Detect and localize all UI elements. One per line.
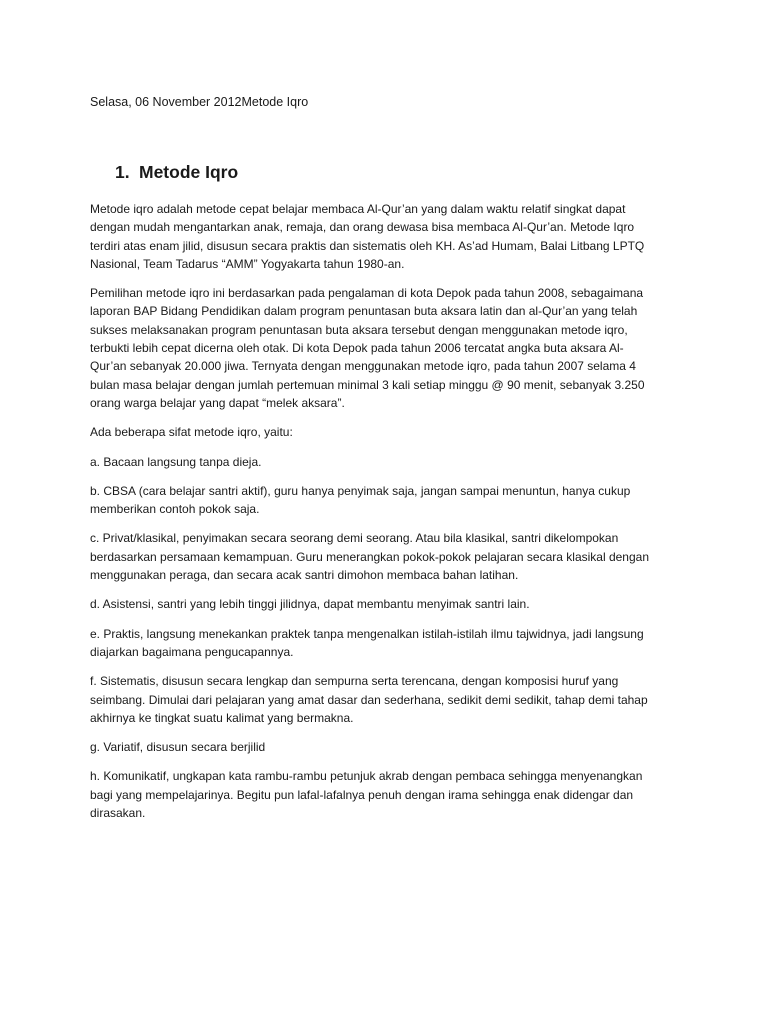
- paragraph-line: d. Asistensi, santri yang lebih tinggi jilidnya, dapat membantu menyimak santri lain.: [90, 597, 530, 612]
- paragraph: [90, 738, 690, 756]
- paragraph-line: terbukti lebih cepat dicerna oleh otak. Di kota Depok pada tahun 2006 tercatat angka buta aksara Al-: [90, 341, 624, 356]
- body-text: [90, 200, 690, 833]
- paragraph: [90, 767, 690, 822]
- paragraph: [90, 453, 690, 471]
- paragraph-line: Ada beberapa sifat metode iqro, yaitu:: [90, 425, 293, 440]
- paragraph-line: menggunakan peraga, dan secara acak santri dimohon membaca bahan latihan.: [90, 568, 519, 583]
- paragraph: [90, 672, 690, 727]
- paragraph-line: sukses melaksanakan program penuntasan buta aksara tersebut dengan menggunakan metode iqro,: [90, 322, 628, 337]
- paragraph-line: c. Privat/klasikal, penyimakan secara seorang demi seorang. Atau bila klasikal, santri dikelompokan: [90, 531, 619, 546]
- section-title: Metode Iqro: [139, 162, 239, 182]
- paragraph-line: akhirnya ke tingkat suatu kalimat yang bermakna.: [90, 710, 354, 725]
- paragraph-line: b. CBSA (cara belajar santri aktif), guru hanya penyimak saja, jangan sampai menuntun, hanya cukup: [90, 483, 631, 498]
- paragraph: [90, 595, 690, 613]
- paragraph: [90, 200, 690, 273]
- paragraph: [90, 284, 690, 412]
- paragraph-line: Qur’an sebanyak 20.000 jiwa. Ternyata dengan menggunakan metode iqro, pada tahun 2007 selama 4: [90, 359, 636, 374]
- paragraph: [90, 529, 690, 584]
- paragraph-line: Metode iqro adalah metode cepat belajar membaca Al-Qur’an yang dalam waktu relatif singkat dapat: [90, 202, 626, 216]
- paragraph-line: dirasakan.: [90, 806, 146, 821]
- section-heading: [115, 160, 238, 184]
- paragraph: [90, 625, 690, 662]
- paragraph-line: dengan mudah mengantarkan anak, remaja, dan orang dewasa bisa membaca Al-Qur’an. Metode Iqro: [90, 220, 635, 235]
- section-number: 1.: [115, 162, 130, 182]
- paragraph-line: bulan masa belajar dengan jumlah pertemuan minimal 3 kali setiap minggu @ 90 menit, sebanyak 3.250: [90, 377, 645, 392]
- paragraph-line: orang warga belajar yang dapat “melek aksara”.: [90, 395, 345, 410]
- paragraph-line: h. Komunikatif, ungkapan kata rambu-rambu petunjuk akrab dengan pembaca sehingga menyenangkan: [90, 769, 643, 784]
- paragraph-line: Pemilihan metode iqro ini berdasarkan pada pengalaman di kota Depok pada tahun 2008, sebagaimana: [90, 286, 644, 301]
- paragraph-line: terdiri atas enam jilid, disusun secara praktis dan sistematis oleh KH. As’ad Humam, Balai Litbang LPTQ: [90, 238, 645, 253]
- paragraph-line: seimbang. Dimulai dari pelajaran yang amat dasar dan sederhana, sedikit demi sedikit, tahap demi tahap: [90, 692, 648, 707]
- paragraph-line: diajarkan bagaimana pengucapannya.: [90, 644, 294, 659]
- post-dateline: Selasa, 06 November 2012Metode Iqro: [90, 95, 309, 109]
- paragraph-line: Nasional, Team Tadarus “AMM” Yogyakarta tahun 1980-an.: [90, 256, 405, 271]
- paragraph-line: berdasarkan persamaan kemampuan. Guru menerangkan pokok-pokok pelajaran secara klasikal dengan: [90, 549, 649, 564]
- paragraph-line: memberikan contoh pokok saja.: [90, 502, 260, 517]
- paragraph-line: laporan BAP Bidang Pendidikan dalam program penuntasan buta aksara latin dan al-Qur’an yang telah: [90, 304, 638, 319]
- paragraph-line: a. Bacaan langsung tanpa dieja.: [90, 454, 262, 469]
- paragraph-line: g. Variatif, disusun secara berjilid: [90, 740, 266, 755]
- paragraph-line: bagi yang mempelajarinya. Begitu pun lafal-lafalnya penuh dengan irama sehingga enak didengar dan: [90, 787, 634, 802]
- paragraph: [90, 482, 690, 519]
- paragraph: [90, 423, 690, 441]
- paragraph-line: e. Praktis, langsung menekankan praktek tanpa mengenalkan istilah-istilah ilmu tajwidnya, jadi langsung: [90, 626, 644, 641]
- paragraph-line: f. Sistematis, disusun secara lengkap dan sempurna serta terencana, dengan komposisi huruf yang: [90, 674, 619, 689]
